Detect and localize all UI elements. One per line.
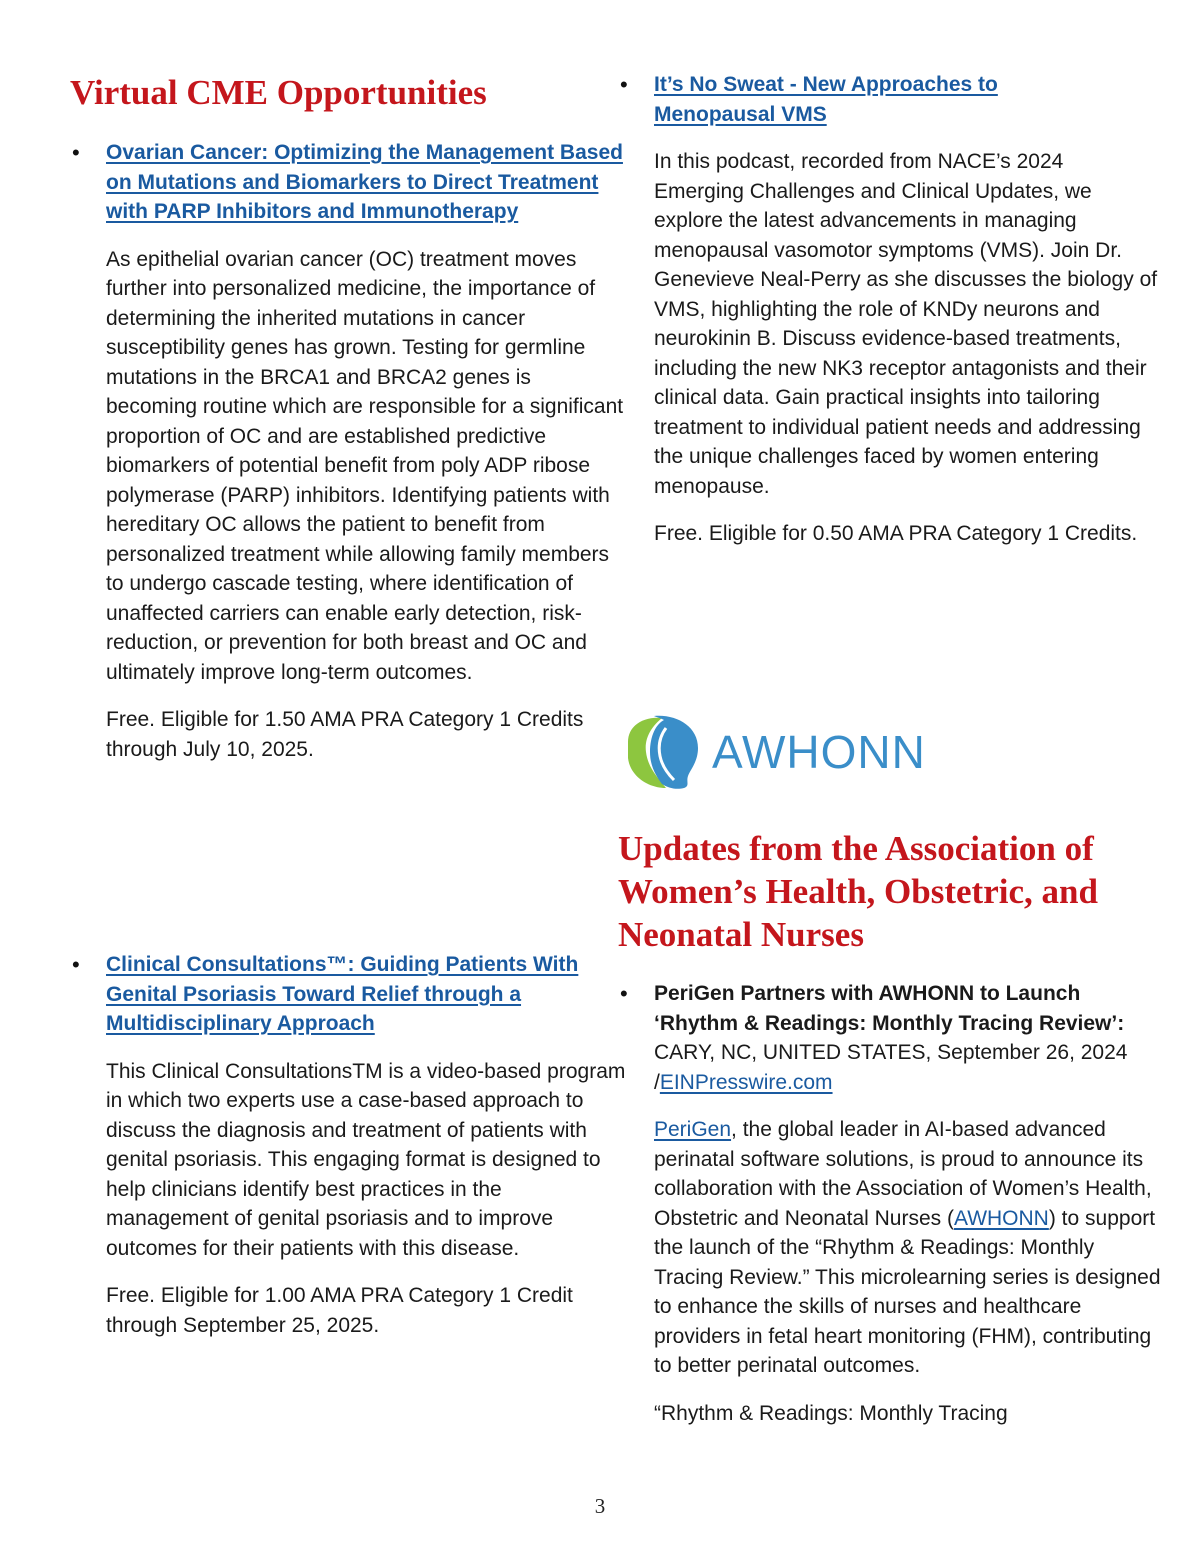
- news-headline: [654, 979, 1164, 1097]
- bullet-icon: •: [620, 72, 628, 97]
- list-item-genital-psoriasis: [70, 950, 626, 1340]
- link-podcast[interactable]: It’s No Sweat - New Approaches to Menopausal VMS: [654, 73, 998, 126]
- link-einpresswire[interactable]: EINPresswire.com: [659, 1070, 833, 1094]
- section-heading-awhonn: Updates from the Association of Women’s Health, Obstetric, and Neonatal Nurses: [618, 829, 1098, 954]
- link-awhonn[interactable]: AWHONN: [953, 1206, 1049, 1230]
- news-paragraph: [654, 1115, 1164, 1381]
- list-item-ovarian-cancer: [70, 138, 626, 764]
- bullet-icon: •: [72, 140, 80, 165]
- item-credit: Free. Eligible for 1.00 AMA PRA Category 1 Credit through September 25, 2025.: [106, 1284, 573, 1337]
- news-lead: PeriGen Partners with AWHONN to Launch ‘Rhythm & Readings: Monthly Tracing Review’:: [654, 982, 1125, 1035]
- news-paragraph-text: , the global leader in AI-based advanced perinatal software solutions, is proud to announce its collaboration with the Association of Women’s Health, Obstetric and Neonatal Nurses (: [654, 1118, 1152, 1230]
- news-dateline: CARY, NC, UNITED STATES, September 26, 2024 /: [654, 1041, 1128, 1094]
- news-paragraph-text-cont: ) to support the launch of the “Rhythm & Readings: Monthly Tracing Review.” This microlearning series is designed to enhance the skills of nurses and healthcare providers in fetal heart monitoring (FHM), contributing to better perinatal outcomes.: [654, 1206, 1161, 1377]
- awhonn-logo: [620, 712, 926, 792]
- list-item-podcast: [618, 70, 1159, 549]
- awhonn-face-icon: [620, 712, 700, 792]
- section-heading-virtual-cme: Virtual CME Opportunities: [70, 73, 487, 112]
- item-description: In this podcast, recorded from NACE’s 2024 Emerging Challenges and Clinical Updates, we explore the latest advancements in managing menopausal vasomotor symptoms (VMS). Join Dr. Genevieve Neal-Perry as she discusses the biology of VMS, highlighting the role of KNDy neurons and neurokinin B. Discuss evidence-based treatments, including the new NK3 receptor antagonists and their clinical data. Gain practical insights into tailoring treatment to individual patient needs and addressing the unique challenges faced by women entering menopause.: [654, 150, 1158, 498]
- item-description: This Clinical ConsultationsTM is a video-based program in which two experts use a case-based approach to discuss the diagnosis and treatment of patients with genital psoriasis. This engaging format is designed to help clinicians identify best practices in the management of genital psoriasis and to improve outcomes for their patients with this disease.: [106, 1059, 626, 1260]
- link-ovarian-cancer[interactable]: Ovarian Cancer: Optimizing the Management Based on Mutations and Biomarkers to Direct Treatment with PARP Inhibitors and Immunotherapy: [106, 141, 623, 223]
- item-credit: Free. Eligible for 0.50 AMA PRA Category 1 Credits.: [654, 522, 1138, 545]
- item-credit: Free. Eligible for 1.50 AMA PRA Category 1 Credits through July 10, 2025.: [106, 708, 584, 761]
- news-quote-start: “Rhythm & Readings: Monthly Tracing: [654, 1401, 1008, 1425]
- bullet-icon: •: [620, 981, 628, 1006]
- awhonn-logo-text: AWHONN: [712, 726, 926, 778]
- bullet-icon: •: [72, 952, 80, 977]
- item-description: As epithelial ovarian cancer (OC) treatment moves further into personalized medicine, the importance of determining the inherited mutations in cancer susceptibility genes has grown. Testing for germline mutations in the BRCA1 and BRCA2 genes is becoming routine which are responsible for a significant proportion of OC and are established predictive biomarkers of potential benefit from poly ADP ribose polymerase (PARP) inhibitors. Identifying patients with hereditary OC allows the patient to benefit from personalized treatment while allowing family members to undergo cascade testing, where identification of unaffected carriers can enable early detection, risk-reduction, or prevention for both breast and OC and ultimately improve long-term outcomes.: [106, 247, 624, 684]
- link-genital-psoriasis[interactable]: Clinical Consultations™: Guiding Patients With Genital Psoriasis Toward Relief through a Multidisciplinary Approach: [106, 953, 579, 1035]
- page-number: 3: [594, 1494, 606, 1518]
- link-perigen[interactable]: PeriGen: [654, 1118, 732, 1141]
- list-item-perigen-news: [618, 979, 1164, 1428]
